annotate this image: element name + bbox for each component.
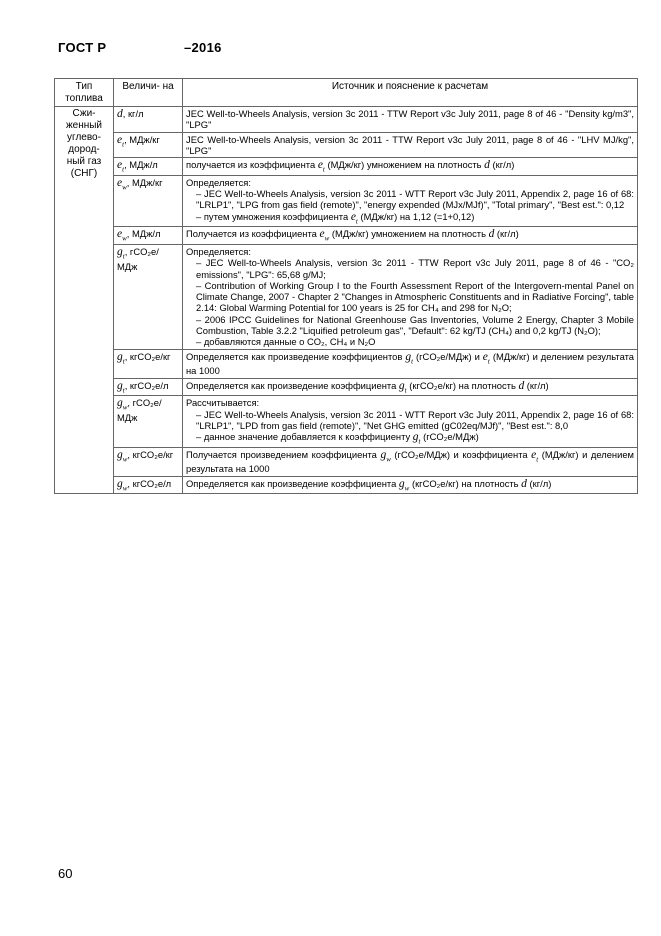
quantity-unit: , кг/л bbox=[122, 108, 144, 119]
quantity-unit: , МДж/л bbox=[124, 159, 158, 171]
quantity-unit: , кгCO₂e/кг bbox=[127, 448, 174, 460]
source-text: – JEC Well-to-Wheels Analysis, version 3c 2011 - TTW Report v3c July 2011, page 8 of 46 - "CO₂ emissions", "LPG": 65,68 g/MJ; bbox=[196, 257, 634, 280]
quantity-unit: , МДж/кг bbox=[124, 133, 160, 145]
quantity-symbol: d bbox=[518, 379, 525, 392]
table-row bbox=[55, 107, 638, 133]
table-row bbox=[55, 245, 638, 350]
fuel-type-cell bbox=[55, 107, 114, 494]
quantity-unit: , гCO₂e/МДж bbox=[117, 246, 159, 272]
source-text: – Contribution of Working Group I to the Fourth Assessment Report of the Intergovern-mental Panel on Climate Change, 2007 - Chapter 2 "Changes in Atmospheric Constituents and in Radiative Forcing", table 2.14: Global Warming Potential for 100 years is 25 for CH₄ and 298 for N₂O; bbox=[196, 279, 634, 314]
table-row bbox=[55, 447, 638, 476]
quantity-symbol: $g_t$ bbox=[398, 379, 407, 394]
quantity-cell bbox=[114, 132, 183, 158]
page-number: 60 bbox=[58, 866, 73, 881]
standard-code: ГОСТ Р bbox=[58, 40, 107, 55]
fuel-type-label: Сжи- женный углево- дород- ный газ (СНГ) bbox=[65, 108, 103, 179]
source-cell bbox=[183, 132, 638, 158]
source-cell bbox=[183, 378, 638, 396]
column-header-source: Источник и пояснение к расчетам bbox=[183, 79, 638, 107]
quantity-unit: , гCO₂e/МДж bbox=[117, 397, 162, 423]
source-cell bbox=[183, 245, 638, 350]
quantity-unit: , МДж/л bbox=[126, 228, 161, 240]
quantity-unit: , кгCO₂e/л bbox=[124, 379, 169, 391]
quantity-symbol: $e_t$ bbox=[117, 159, 125, 174]
table-row bbox=[55, 476, 638, 494]
source-cell bbox=[183, 158, 638, 176]
quantity-symbol: $g_t$ bbox=[117, 350, 125, 365]
quantity-symbol: $e_t$ bbox=[117, 133, 125, 148]
quantity-symbol: d bbox=[488, 228, 495, 241]
column-header-quantity: Величи- на bbox=[114, 79, 183, 107]
calculation-sources-table bbox=[54, 78, 638, 494]
source-text: Определяется: bbox=[186, 176, 251, 188]
quantity-symbol: $e_w$ bbox=[117, 228, 127, 243]
table-header-row bbox=[55, 79, 638, 107]
quantity-symbol: $e_t$ bbox=[317, 159, 325, 174]
table-row bbox=[55, 158, 638, 176]
source-text: – данное значение добавляется к коэффициенту $g_t$ (гCO₂e/МДж) bbox=[196, 431, 479, 446]
table-row bbox=[55, 132, 638, 158]
source-text: Рассчитывается: bbox=[186, 397, 260, 409]
source-cell bbox=[183, 447, 638, 476]
quantity-cell bbox=[114, 158, 183, 176]
source-cell bbox=[183, 175, 638, 227]
quantity-cell bbox=[114, 476, 183, 494]
quantity-cell bbox=[114, 349, 183, 378]
quantity-cell bbox=[114, 447, 183, 476]
quantity-symbol: $g_w$ bbox=[117, 448, 128, 464]
quantity-unit: , МДж/кг bbox=[126, 176, 163, 188]
standard-year: –2016 bbox=[184, 40, 222, 55]
quantity-symbol: $g_t$ bbox=[117, 246, 125, 261]
source-text: – JEC Well-to-Wheels Analysis, version 3c 2011 - WTT Report v3c July 2011, Appendix 2, page 16 of 68: "LRLP1", "LPD from gas field (remote)", "Net GHG emitted (gC02eq/MJf)", "Best est.": 8,0 bbox=[196, 408, 634, 431]
source-text: Получается из коэффициента $e_w$ (МДж/кг) умножением на плотность d (кг/л) bbox=[186, 228, 519, 243]
quantity-symbol: $e_w$ bbox=[117, 176, 127, 192]
quantity-cell bbox=[114, 175, 183, 227]
table-row bbox=[55, 378, 638, 396]
quantity-symbol: $g_w$ bbox=[398, 477, 410, 493]
table-body bbox=[55, 107, 638, 494]
column-header-fuel-type: Тип топлива bbox=[55, 79, 114, 107]
quantity-symbol: d bbox=[484, 159, 490, 172]
source-text: получается из коэффициента $e_t$ (МДж/кг) умножением на плотность d (кг/л) bbox=[186, 159, 515, 174]
table-row bbox=[55, 175, 638, 227]
quantity-symbol: $e_t$ bbox=[482, 350, 490, 365]
table-row bbox=[55, 396, 638, 448]
quantity-cell bbox=[114, 107, 183, 133]
source-text: JEC Well-to-Wheels Analysis, version 3c 2011 - TTW Report v3c July 2011, page 8 of 46 - "Density kg/m3", "LPG" bbox=[186, 108, 634, 131]
quantity-cell bbox=[114, 227, 183, 245]
source-cell bbox=[183, 396, 638, 448]
source-text: Определяется как произведение коэффициента $g_w$ (кгCO₂e/кг) на плотность d (кг/л) bbox=[186, 477, 552, 493]
quantity-cell bbox=[114, 245, 183, 350]
source-cell bbox=[183, 227, 638, 245]
source-cell bbox=[183, 476, 638, 494]
table-row bbox=[55, 349, 638, 378]
source-cell bbox=[183, 349, 638, 378]
quantity-symbol: $g_t$ bbox=[412, 431, 421, 446]
source-text: Получается произведением коэффициента $g_w$ (гCO₂e/МДж) и коэффициента $e_t$ (МДж/кг) и делением результата на 1000 bbox=[186, 448, 634, 475]
quantity-symbol: $g_t$ bbox=[117, 379, 125, 394]
source-text: – добавляются данные о CO₂, CH₄ и N₂O bbox=[196, 336, 376, 348]
quantity-symbol: d bbox=[117, 108, 123, 120]
source-cell bbox=[183, 107, 638, 133]
quantity-symbol: $e_t$ bbox=[531, 448, 539, 464]
source-text: JEC Well-to-Wheels Analysis, version 3c 2011 - TTW Report v3c July 2011, page 8 of 46 - "LHV MJ/kg", "LPG" bbox=[186, 133, 634, 156]
source-text: Определяется как произведение коэффициента $g_t$ (кгCO₂e/кг) на плотность d (кг/л) bbox=[186, 379, 549, 394]
quantity-symbol: $e_t$ bbox=[350, 210, 358, 225]
table-row bbox=[55, 227, 638, 245]
quantity-unit: , кгCO₂e/л bbox=[127, 477, 172, 489]
source-text: – 2006 IPCC Guidelines for National Greenhouse Gas Inventories, Volume 2 Energy, Chapter 3 Mobile Combustion, Table 3.2.2 "Liquified petroleum gas", "Default": 62 kg/TJ (CH₄) and 0,2 kg/TJ (N₂O); bbox=[196, 313, 634, 336]
quantity-symbol: $e_w$ bbox=[319, 228, 330, 243]
source-text: Определяется как произведение коэффициентов $g_t$ (гCO₂e/МДж) и $e_t$ (МДж/кг) и делением результата на 1000 bbox=[186, 350, 635, 377]
quantity-symbol: $g_w$ bbox=[117, 477, 128, 493]
quantity-cell bbox=[114, 396, 183, 448]
source-text: Определяется: bbox=[186, 246, 251, 258]
source-text: – путем умножения коэффициента $e_t$ (МДж/кг) на 1,12 (=1+0,12) bbox=[196, 210, 475, 225]
document-header bbox=[58, 40, 222, 55]
quantity-symbol: $g_t$ bbox=[405, 350, 414, 365]
quantity-cell bbox=[114, 378, 183, 396]
quantity-symbol: $g_w$ bbox=[380, 448, 391, 464]
quantity-unit: , кгCO₂e/кг bbox=[124, 350, 171, 362]
quantity-symbol: d bbox=[521, 477, 527, 490]
source-text: – JEC Well-to-Wheels Analysis, version 3c 2011 - WTT Report v3c July 2011, Appendix 2, page 16 of 68: "LRLP1", "LPG from gas field (remote)", "energy expended (MJx/MJf)", "Total primary", "Best est.": 0,12 bbox=[196, 188, 634, 211]
quantity-symbol: $g_w$ bbox=[117, 397, 128, 412]
